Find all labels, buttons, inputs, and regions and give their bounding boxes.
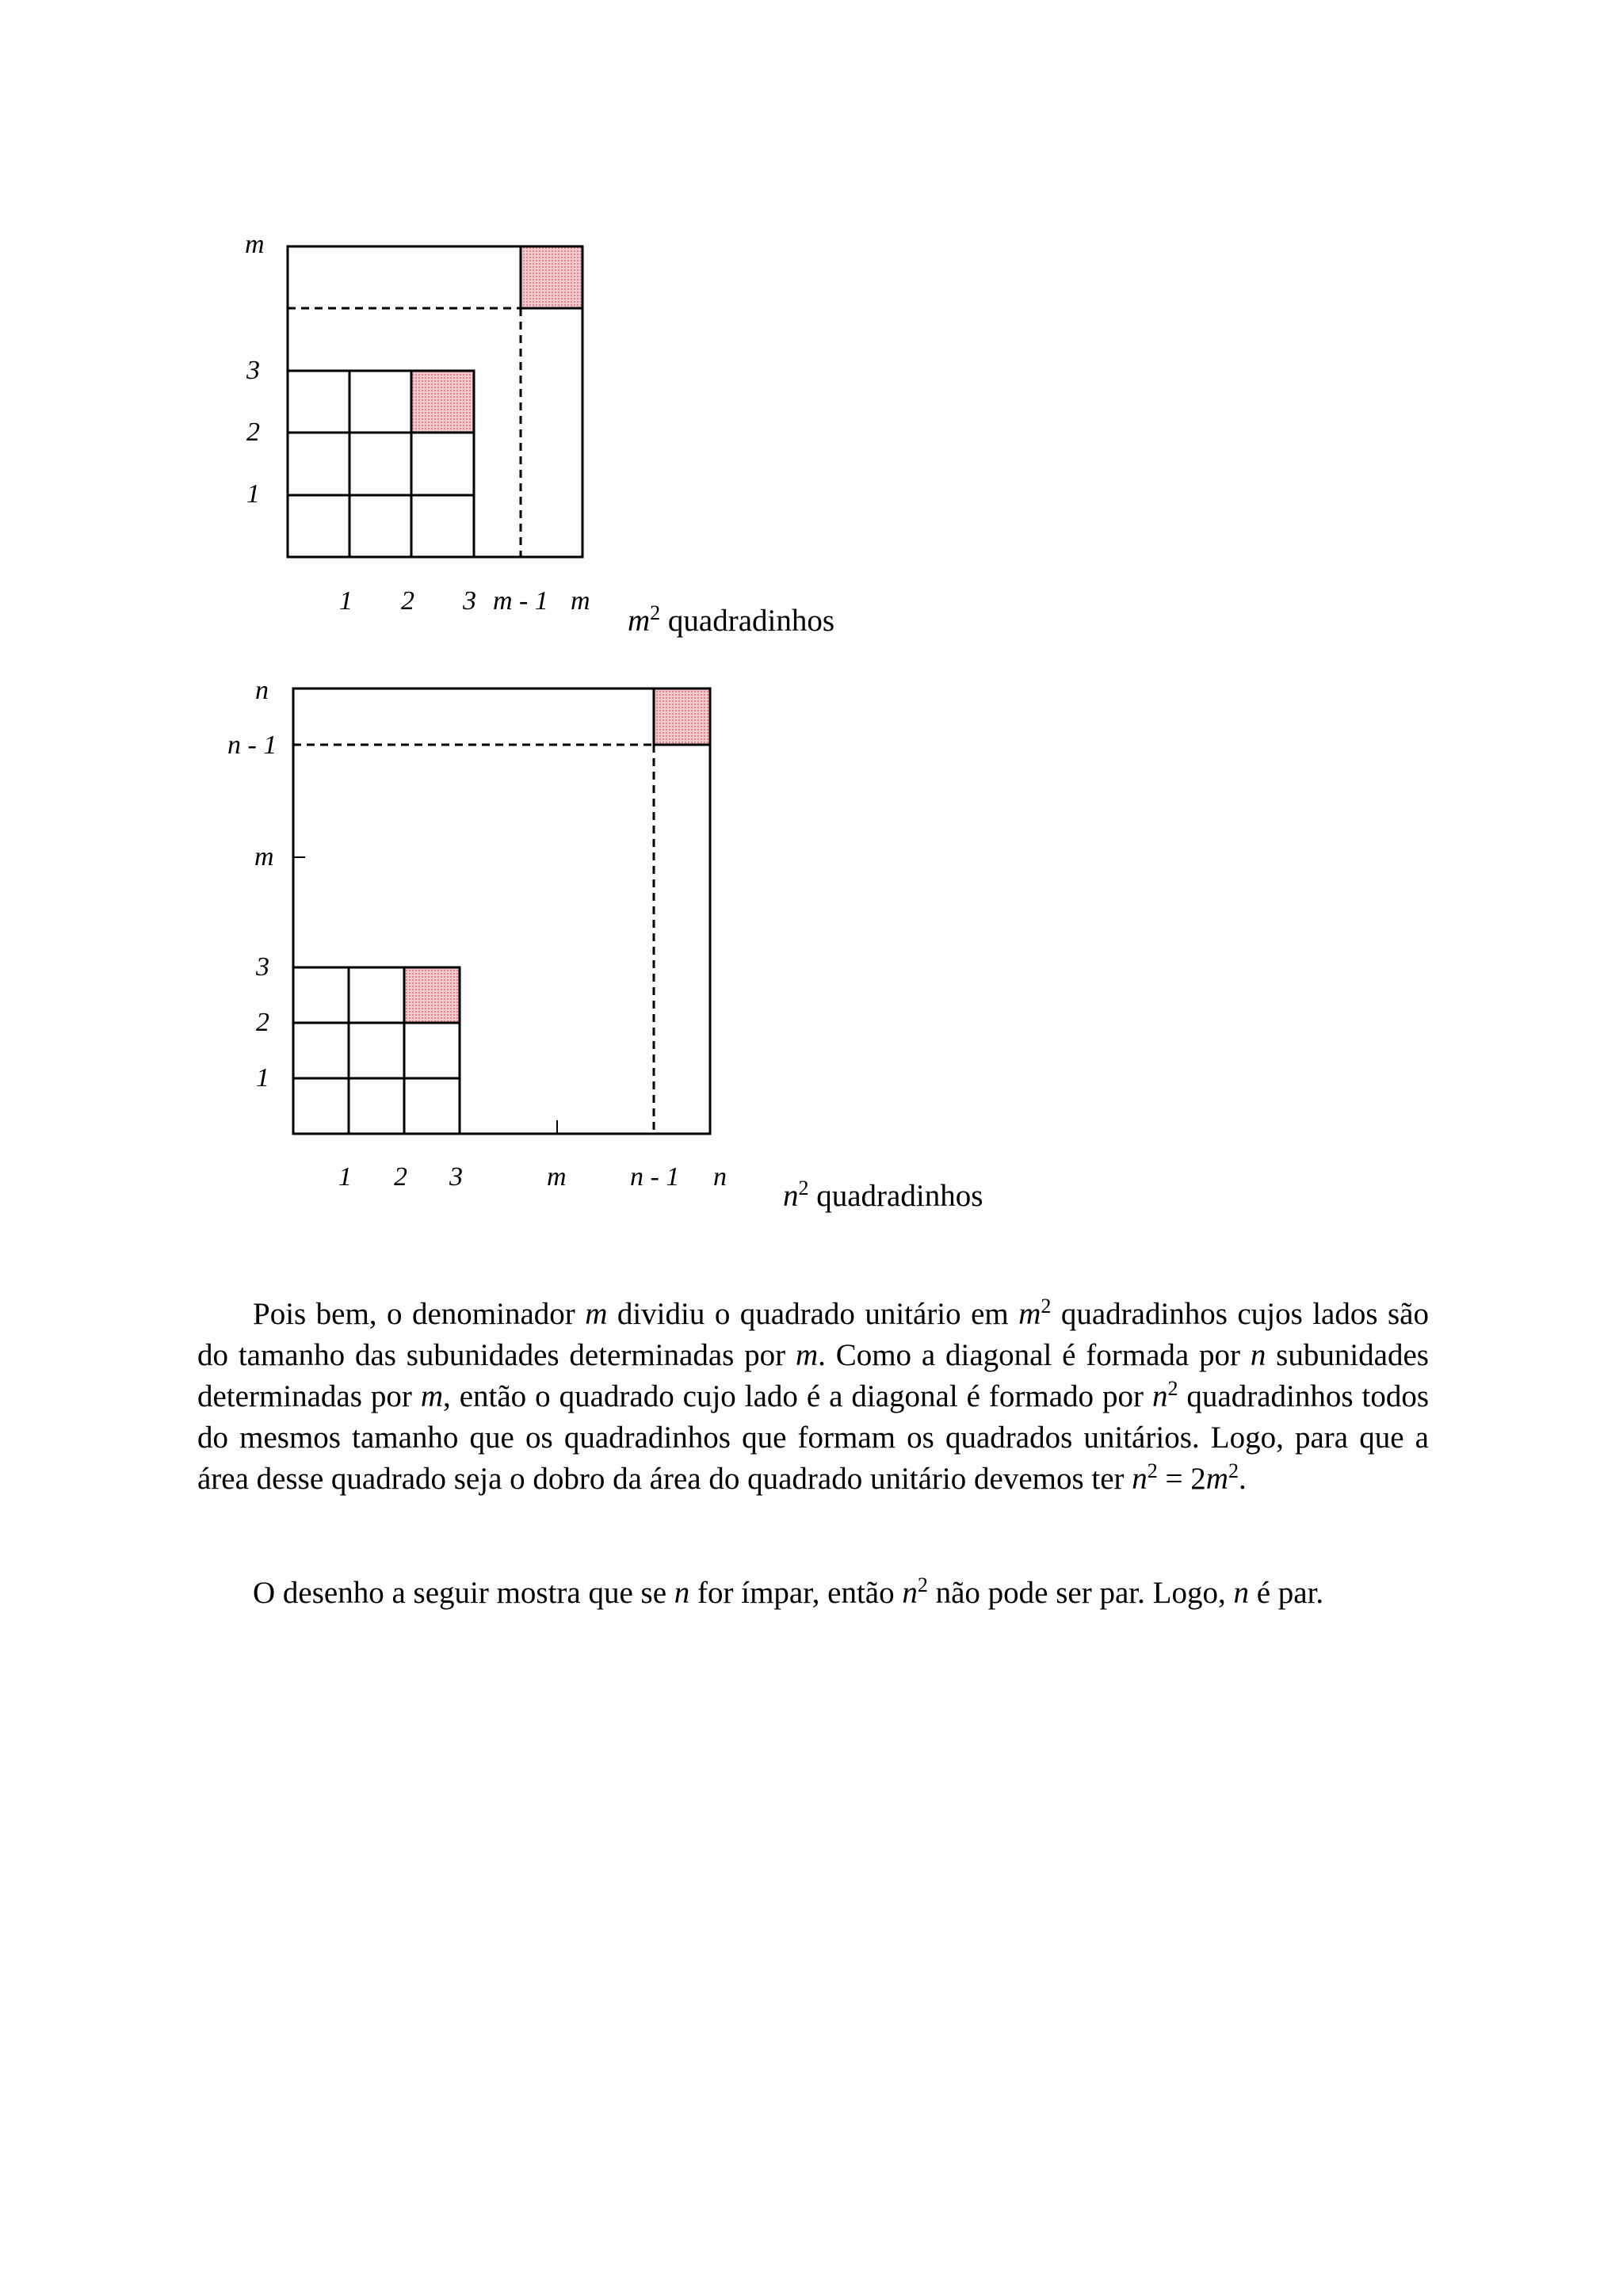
fig2-ylabel-n-minus-1: n - 1 xyxy=(227,730,277,760)
fig2-xlabel-2: 2 xyxy=(394,1162,407,1192)
fig1-caption: $m^2$ quadradinhos xyxy=(628,601,835,638)
fig1-xlabel-1: 1 xyxy=(339,586,353,616)
fig1-ylabel-m: m xyxy=(245,230,265,259)
fig2-xlabel-n-minus-1: n - 1 xyxy=(630,1162,680,1192)
fig2-xlabel-n: n xyxy=(713,1162,727,1192)
fig1-ylabel-3: 3 xyxy=(246,356,260,385)
fig1-ylabel-1: 1 xyxy=(246,479,260,509)
fig2-xlabel-m: m xyxy=(547,1162,567,1192)
fig2-ylabel-m: m xyxy=(254,842,274,871)
fig2-xlabel-3: 3 xyxy=(449,1162,463,1192)
outer-square xyxy=(293,688,710,1134)
fig1-xlabel-m: m xyxy=(571,586,590,616)
fig2-ylabel-2: 2 xyxy=(256,1008,269,1037)
fig2-caption: $n^2$ quadradinhos xyxy=(783,1177,983,1213)
shaded-cell-nn xyxy=(654,688,710,745)
shaded-cell-33 xyxy=(404,967,460,1023)
fig2-ylabel-3: 3 xyxy=(256,952,269,982)
fig2-ylabel-n: n xyxy=(255,676,269,705)
fig2-ylabel-1: 1 xyxy=(256,1063,269,1093)
fig1-xlabel-3: 3 xyxy=(463,586,476,616)
fig1-ylabel-2: 2 xyxy=(246,418,260,447)
paragraph-parity: O desenho a seguir mostra que se n for ímpar, então $n^2$ não pode ser par. Logo, n é par. xyxy=(253,1573,1324,1610)
paragraph-denominator: Pois bem, o denominador m dividiu o quadrado unitário em $m^2$ quadradinhos cujos lados são do tamanho das subunidades determinadas por m. Como a diagonal é formada por n subunidades determinadas por m, então o quadrado cujo lado é a diagonal é formado por $n^2$ quadradinhos todos do mesmos tamanho que os quadradinhos que formam os quadrados unitários. Logo, para que a área desse quadrado seja o dobro da área do quadrado unitário devemos ter $n^2 = 2m^2$. xyxy=(197,1295,1430,1496)
fig1-xlabel-2: 2 xyxy=(401,586,414,616)
fig1-xlabel-m-minus-1: m - 1 xyxy=(493,586,548,616)
fig2-xlabel-1: 1 xyxy=(338,1162,352,1192)
